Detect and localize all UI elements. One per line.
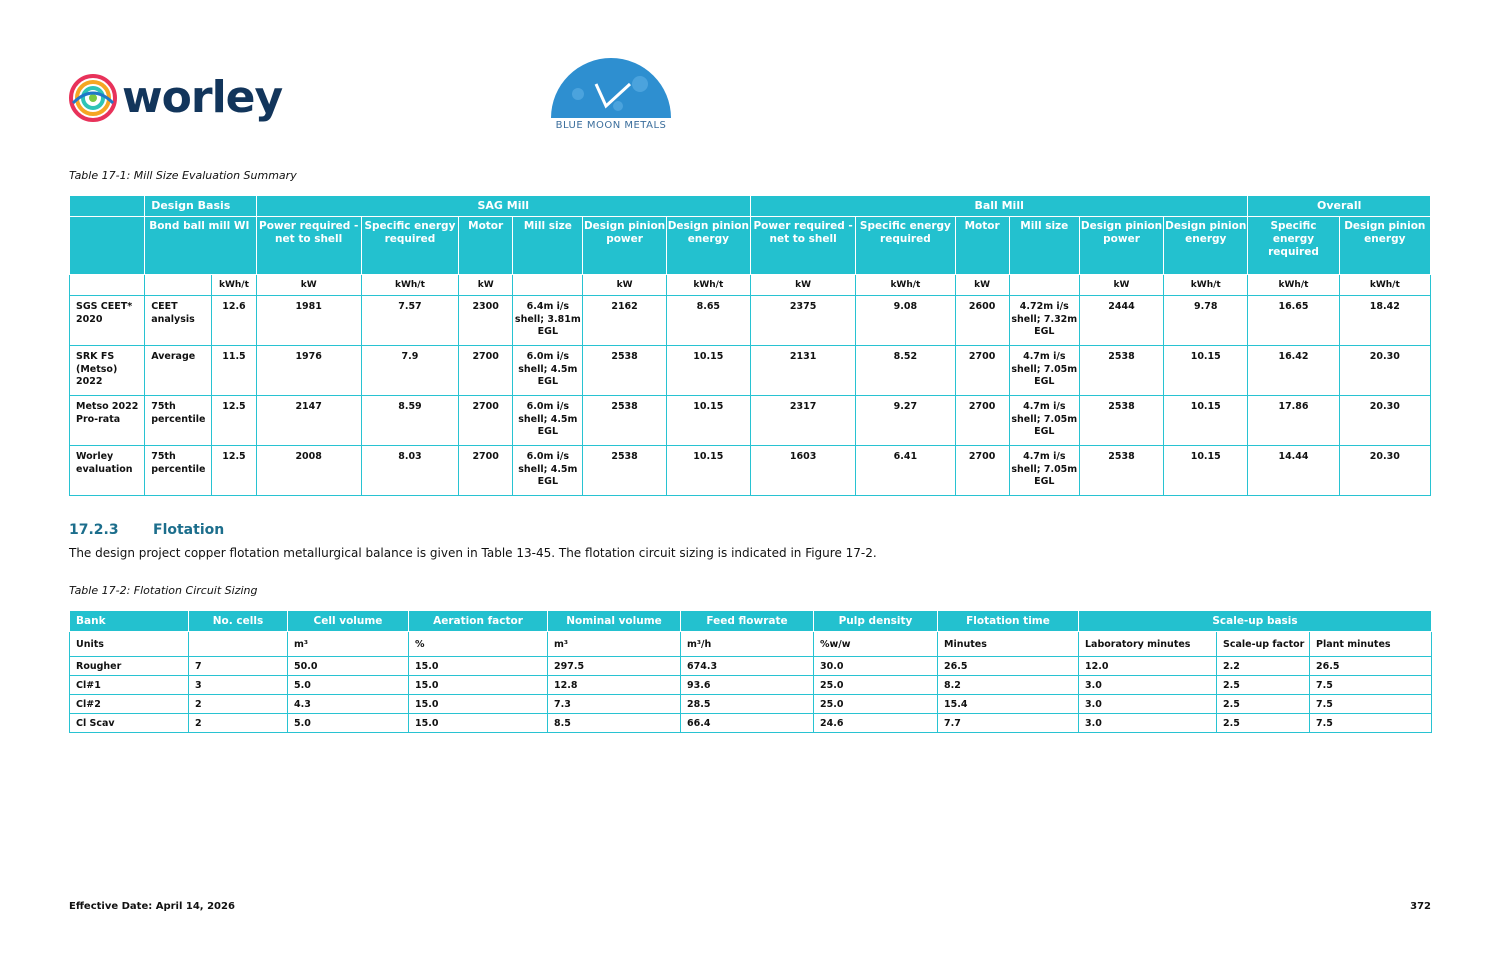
table2-unit-cell: Laboratory minutes — [1079, 632, 1217, 657]
table1-group-empty — [70, 196, 145, 217]
table2-col-header: Scale-up basis — [1079, 611, 1432, 632]
table-cell: 26.5 — [1310, 657, 1432, 676]
table1-unit-cell: kWh/t — [666, 275, 750, 296]
table-cell: 6.0m i/s shell; 4.5m EGL — [513, 446, 583, 496]
table2-header-row — [70, 611, 1432, 632]
table-cell: 6.0m i/s shell; 4.5m EGL — [513, 346, 583, 396]
blue-moon-metals-logo — [546, 54, 676, 134]
moon-icon — [548, 54, 674, 118]
table-cell: 7.5 — [1310, 695, 1432, 714]
table-cell: 2300 — [459, 296, 513, 346]
table1-units-row — [70, 275, 1431, 296]
table-cell: 2444 — [1079, 296, 1163, 346]
table-cell: Cl#2 — [70, 695, 189, 714]
table1-col-header: Motor — [955, 217, 1009, 275]
table2-col-header: Nominal volume — [548, 611, 681, 632]
table-cell: 3.0 — [1079, 695, 1217, 714]
table1-unit-cell — [70, 275, 145, 296]
table2-unit-cell: Units — [70, 632, 189, 657]
table1-col-header: Bond ball mill WI — [145, 217, 256, 275]
table1-group-design-basis: Design Basis — [145, 196, 256, 217]
table-cell: 3 — [189, 676, 288, 695]
table-cell: Average — [145, 346, 212, 396]
section-heading — [69, 522, 224, 538]
table2-units-row — [70, 632, 1432, 657]
table1-unit-cell — [1009, 275, 1079, 296]
table2-unit-cell: m³/h — [681, 632, 814, 657]
table-row — [70, 695, 1432, 714]
table-cell: 93.6 — [681, 676, 814, 695]
table2-unit-cell: m³ — [288, 632, 409, 657]
table-cell: 66.4 — [681, 714, 814, 733]
table-cell: 12.8 — [548, 676, 681, 695]
table-cell: 10.15 — [666, 446, 750, 496]
table1-column-header-row — [70, 217, 1431, 275]
table-cell: 674.3 — [681, 657, 814, 676]
table-cell: 297.5 — [548, 657, 681, 676]
table-cell: 2.2 — [1217, 657, 1310, 676]
table1-unit-cell: kW — [583, 275, 666, 296]
table-cell: 8.2 — [938, 676, 1079, 695]
table1-col-header: Design pinion energy — [1164, 217, 1248, 275]
table-cell: 4.7m i/s shell; 7.05m EGL — [1009, 396, 1079, 446]
table1-col-header: Power required - net to shell — [750, 217, 855, 275]
table-cell: 9.27 — [856, 396, 955, 446]
table-cell: 8.52 — [856, 346, 955, 396]
worley-wordmark: worley — [122, 72, 283, 123]
table-cell: 16.42 — [1248, 346, 1339, 396]
table-cell: 2.5 — [1217, 695, 1310, 714]
table-cell: 24.6 — [814, 714, 938, 733]
table1-unit-cell: kWh/t — [212, 275, 256, 296]
table2-unit-cell — [189, 632, 288, 657]
table-cell: 4.3 — [288, 695, 409, 714]
table-cell: 2700 — [459, 346, 513, 396]
table1-col-header: Power required - net to shell — [256, 217, 361, 275]
table1-col-header: Design pinion energy — [1339, 217, 1430, 275]
table-cell: 7.5 — [1310, 676, 1432, 695]
table2-unit-cell: % — [409, 632, 548, 657]
table-cell: 2700 — [955, 446, 1009, 496]
mill-size-table — [69, 195, 1431, 496]
table2-col-header: Aeration factor — [409, 611, 548, 632]
table-row — [70, 714, 1432, 733]
table-cell: 15.0 — [409, 714, 548, 733]
table2-col-header: Cell volume — [288, 611, 409, 632]
section-title: Flotation — [153, 522, 225, 538]
table-cell: 6.4m i/s shell; 3.81m EGL — [513, 296, 583, 346]
table-cell: 75th percentile — [145, 446, 212, 496]
table-cell: 2700 — [955, 396, 1009, 446]
table1-unit-cell: kWh/t — [361, 275, 458, 296]
table1-col-header: Mill size — [513, 217, 583, 275]
table-cell: 2147 — [256, 396, 361, 446]
table-cell: 7.57 — [361, 296, 458, 346]
table-cell: 7.3 — [548, 695, 681, 714]
table2-caption: Table 17-2: Flotation Circuit Sizing — [69, 584, 258, 597]
table-cell: 2700 — [955, 346, 1009, 396]
table-cell: 1981 — [256, 296, 361, 346]
table1-caption: Table 17-1: Mill Size Evaluation Summary — [69, 169, 297, 182]
table-cell: 1603 — [750, 446, 855, 496]
table-cell: 2538 — [583, 396, 666, 446]
table-row — [70, 657, 1432, 676]
table-cell: 28.5 — [681, 695, 814, 714]
table1-col-header: Mill size — [1009, 217, 1079, 275]
worley-logo — [68, 72, 282, 123]
table1-col-header: Design pinion energy — [666, 217, 750, 275]
table2-col-header: No. cells — [189, 611, 288, 632]
table-cell: 10.15 — [666, 396, 750, 446]
table1-unit-cell: kWh/t — [856, 275, 955, 296]
table-cell: 2375 — [750, 296, 855, 346]
table-cell: 14.44 — [1248, 446, 1339, 496]
table-row — [70, 346, 1431, 396]
table-cell: Worley evaluation — [70, 446, 145, 496]
table-cell: 4.7m i/s shell; 7.05m EGL — [1009, 346, 1079, 396]
table-cell: 1976 — [256, 346, 361, 396]
table-row — [70, 676, 1432, 695]
table2-col-header: Pulp density — [814, 611, 938, 632]
table-cell: 9.78 — [1164, 296, 1248, 346]
table-cell: 30.0 — [814, 657, 938, 676]
table-cell: Rougher — [70, 657, 189, 676]
table-cell: 15.0 — [409, 657, 548, 676]
table-row — [70, 446, 1431, 496]
table-cell: 18.42 — [1339, 296, 1430, 346]
table1-group-ball-mill: Ball Mill — [750, 196, 1247, 217]
table-row — [70, 296, 1431, 346]
table-cell: 20.30 — [1339, 446, 1430, 496]
table-cell: 2700 — [459, 396, 513, 446]
table2-unit-cell: m³ — [548, 632, 681, 657]
table2-col-header: Bank — [70, 611, 189, 632]
table1-col-header: Specific energy required — [361, 217, 458, 275]
table2-unit-cell: Minutes — [938, 632, 1079, 657]
table-cell: 7.5 — [1310, 714, 1432, 733]
table-cell: 25.0 — [814, 676, 938, 695]
table-cell: 3.0 — [1079, 676, 1217, 695]
table2-unit-cell: %w/w — [814, 632, 938, 657]
table-cell: 10.15 — [666, 346, 750, 396]
effective-date: Effective Date: April 14, 2026 — [69, 901, 235, 912]
table-cell: Metso 2022 Pro-rata — [70, 396, 145, 446]
table1-unit-cell: kW — [1079, 275, 1163, 296]
table-cell: 26.5 — [938, 657, 1079, 676]
table1-unit-cell: kWh/t — [1164, 275, 1248, 296]
table1-unit-cell: kW — [459, 275, 513, 296]
table-cell: 12.5 — [212, 446, 256, 496]
table-cell: 12.5 — [212, 396, 256, 446]
table1-unit-cell — [145, 275, 212, 296]
table-cell: 2600 — [955, 296, 1009, 346]
table-cell: 2317 — [750, 396, 855, 446]
table-cell: 6.41 — [856, 446, 955, 496]
table1-group-header-row — [70, 196, 1431, 217]
table-cell: 15.4 — [938, 695, 1079, 714]
table-cell: 7.9 — [361, 346, 458, 396]
table-cell: 2538 — [583, 446, 666, 496]
table2-col-header: Flotation time — [938, 611, 1079, 632]
table1-unit-cell: kW — [750, 275, 855, 296]
table-cell: 12.6 — [212, 296, 256, 346]
table1-col-header: Specific energy required — [856, 217, 955, 275]
table-cell: 2538 — [583, 346, 666, 396]
table-cell: 16.65 — [1248, 296, 1339, 346]
table-cell: 10.15 — [1164, 446, 1248, 496]
table-cell: 2131 — [750, 346, 855, 396]
table-cell: 50.0 — [288, 657, 409, 676]
table-cell: 8.03 — [361, 446, 458, 496]
flotation-circuit-table — [69, 610, 1432, 733]
table-cell: 11.5 — [212, 346, 256, 396]
table1-col-header: Specific energy required — [1248, 217, 1339, 275]
table-cell: SGS CEET* 2020 — [70, 296, 145, 346]
table-cell: 2.5 — [1217, 714, 1310, 733]
table-cell: 8.5 — [548, 714, 681, 733]
table-cell: 17.86 — [1248, 396, 1339, 446]
table-cell: 2.5 — [1217, 676, 1310, 695]
table-cell: 25.0 — [814, 695, 938, 714]
table1-unit-cell: kWh/t — [1248, 275, 1339, 296]
table-cell: 6.0m i/s shell; 4.5m EGL — [513, 396, 583, 446]
section-number: 17.2.3 — [69, 522, 119, 538]
table1-group-overall: Overall — [1248, 196, 1431, 217]
section-body-text: The design project copper flotation metallurgical balance is given in Table 13-45. The flotation circuit sizing is indicated in Figure 17-2. — [69, 546, 877, 560]
table2-col-header: Feed flowrate — [681, 611, 814, 632]
table-cell: 15.0 — [409, 695, 548, 714]
table1-group-sag-mill: SAG Mill — [256, 196, 750, 217]
table-cell: 2538 — [1079, 396, 1163, 446]
table-cell: 10.15 — [1164, 396, 1248, 446]
table-cell: 8.65 — [666, 296, 750, 346]
table1-unit-cell: kW — [955, 275, 1009, 296]
table-cell: SRK FS (Metso) 2022 — [70, 346, 145, 396]
table1-col-header: Motor — [459, 217, 513, 275]
table-cell: 2700 — [459, 446, 513, 496]
table-cell: 4.72m i/s shell; 7.32m EGL — [1009, 296, 1079, 346]
blue-moon-metals-name: BLUE MOON METALS — [555, 120, 667, 131]
table1-col-empty — [70, 217, 145, 275]
table-cell: 4.7m i/s shell; 7.05m EGL — [1009, 446, 1079, 496]
table-cell: 12.0 — [1079, 657, 1217, 676]
table-cell: 9.08 — [856, 296, 955, 346]
table-cell: 3.0 — [1079, 714, 1217, 733]
table-cell: Cl Scav — [70, 714, 189, 733]
table-cell: 8.59 — [361, 396, 458, 446]
table-cell: Cl#1 — [70, 676, 189, 695]
table-cell: 7 — [189, 657, 288, 676]
table-cell: 2 — [189, 714, 288, 733]
table1-unit-cell — [513, 275, 583, 296]
table2-unit-cell: Plant minutes — [1310, 632, 1432, 657]
page-number: 372 — [1410, 901, 1431, 912]
header-logos — [68, 54, 708, 144]
table-cell: 5.0 — [288, 676, 409, 695]
table-row — [70, 396, 1431, 446]
table-cell: 2008 — [256, 446, 361, 496]
table2-unit-cell: Scale-up factor — [1217, 632, 1310, 657]
table-cell: 2162 — [583, 296, 666, 346]
table-cell: 5.0 — [288, 714, 409, 733]
table-cell: 10.15 — [1164, 346, 1248, 396]
table-cell: 7.7 — [938, 714, 1079, 733]
table1-unit-cell: kW — [256, 275, 361, 296]
table-cell: 15.0 — [409, 676, 548, 695]
table1-col-header: Design pinion power — [1079, 217, 1163, 275]
table-cell: 20.30 — [1339, 346, 1430, 396]
table1-unit-cell: kWh/t — [1339, 275, 1430, 296]
table-cell: 75th percentile — [145, 396, 212, 446]
table-cell: 20.30 — [1339, 396, 1430, 446]
table-cell: 2 — [189, 695, 288, 714]
table-cell: CEET analysis — [145, 296, 212, 346]
table-cell: 2538 — [1079, 446, 1163, 496]
table1-col-header: Design pinion power — [583, 217, 666, 275]
table-cell: 2538 — [1079, 346, 1163, 396]
worley-swirl-icon — [68, 73, 118, 123]
